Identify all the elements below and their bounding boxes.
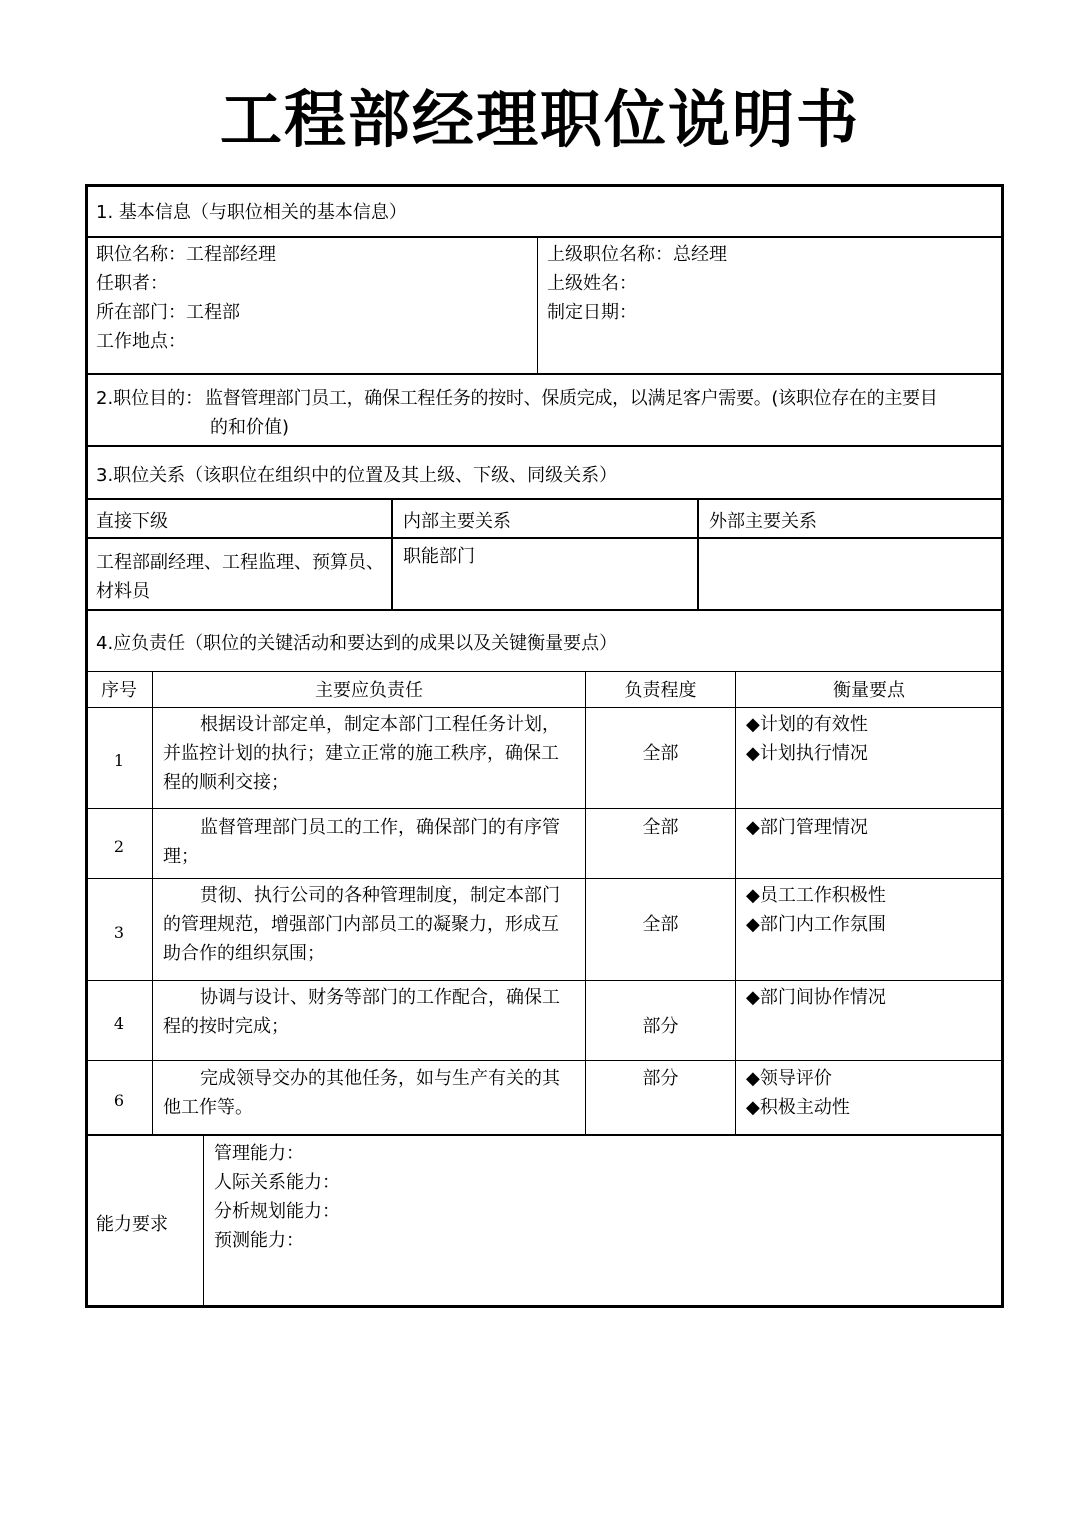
department-field: 所在部门：工程部	[96, 302, 240, 323]
measure-point: ◆积极主动性	[746, 1097, 850, 1118]
measure-point: ◆部门内工作氛围	[746, 914, 886, 935]
responsibility-text: 程的顺利交接；	[163, 772, 289, 793]
job-title-field: 职位名称：工程部经理	[96, 244, 276, 265]
date-field: 制定日期：	[547, 302, 637, 323]
degree-value: 部分	[642, 1016, 679, 1037]
subordinates-value-line2: 材料员	[96, 581, 150, 602]
subordinates-value-line1: 工程部副经理、工程监理、预算员、	[96, 552, 384, 573]
ability-requirements-label: 能力要求	[96, 1214, 168, 1235]
responsibility-text: 监督管理部门员工的工作，确保部门的有序管	[200, 817, 560, 838]
internal-relations-header: 内部主要关系	[403, 511, 511, 532]
degree-value: 部分	[642, 1068, 679, 1089]
col-header-no: 序号	[101, 680, 137, 701]
supervisor-name-field: 上级姓名：	[547, 273, 637, 294]
responsibility-text: 根据设计部定单，制定本部门工程任务计划，	[200, 714, 560, 735]
divider	[86, 1060, 1003, 1061]
responsibility-text: 完成领导交办的其他任务，如与生产有关的其	[200, 1068, 560, 1089]
col-header-measures: 衡量要点	[833, 680, 905, 701]
section-relationship-header: 3.职位关系（该职位在组织中的位置及其上级、下级、同级关系）	[96, 465, 618, 486]
work-location-field: 工作地点：	[96, 331, 186, 352]
divider	[86, 537, 1003, 539]
responsibility-text: 程的按时完成；	[163, 1016, 289, 1037]
purpose-text-line2: 的和价值)	[210, 417, 290, 438]
external-relations-header: 外部主要关系	[709, 511, 817, 532]
degree-value: 全部	[642, 914, 679, 935]
row-no: 1	[113, 751, 125, 770]
responsibility-text: 并监控计划的执行；建立正常的施工秩序，确保工	[163, 743, 559, 764]
page-title: 工程部经理职位说明书	[219, 83, 860, 156]
divider	[537, 237, 538, 374]
responsibility-text: 的管理规范，增强部门内部员工的凝聚力，形成互	[163, 914, 559, 935]
purpose-text-line1: 监督管理部门员工，确保工程任务的按时、保质完成，以满足客户需要。(该职位存在的主要目	[205, 388, 938, 409]
measure-point: ◆领导评价	[746, 1068, 832, 1089]
responsibility-text: 贯彻、执行公司的各种管理制度，制定本部门	[200, 885, 560, 906]
col-header-degree: 负责程度	[624, 680, 697, 701]
divider	[86, 878, 1003, 879]
ability-item: 分析规划能力：	[214, 1201, 340, 1222]
divider	[86, 609, 1003, 611]
row-no: 6	[113, 1091, 125, 1110]
section-basic-info-header: 1. 基本信息（与职位相关的基本信息）	[96, 202, 407, 223]
divider	[86, 236, 1003, 238]
degree-value: 全部	[642, 743, 679, 764]
measure-point: ◆部门间协作情况	[746, 987, 886, 1008]
divider	[203, 1136, 204, 1306]
divider	[86, 373, 1003, 375]
measure-point: ◆计划的有效性	[746, 714, 868, 735]
internal-relations-value: 职能部门	[403, 546, 475, 567]
ability-item: 预测能力：	[214, 1230, 304, 1251]
divider	[86, 980, 1003, 981]
measure-point: ◆员工工作积极性	[746, 885, 886, 906]
measure-point: ◆计划执行情况	[746, 743, 868, 764]
divider	[152, 672, 153, 1134]
divider	[86, 1134, 1003, 1136]
divider	[86, 707, 1003, 708]
row-no: 3	[113, 923, 125, 942]
section-responsibility-header: 4.应负责任（职位的关键活动和要达到的成果以及关键衡量要点）	[96, 633, 618, 654]
divider	[86, 445, 1003, 447]
incumbent-field: 任职者：	[96, 273, 168, 294]
divider	[86, 808, 1003, 809]
ability-item: 管理能力：	[214, 1143, 304, 1164]
row-no: 4	[113, 1014, 125, 1033]
responsibility-text: 助合作的组织氛围；	[163, 943, 325, 964]
row-no: 2	[113, 837, 125, 856]
divider	[697, 499, 699, 610]
divider	[86, 498, 1003, 500]
subordinates-header: 直接下级	[96, 511, 168, 532]
ability-item: 人际关系能力：	[214, 1172, 340, 1193]
col-header-responsibility: 主要应负责任	[315, 680, 423, 701]
measure-point: ◆部门管理情况	[746, 817, 868, 838]
supervisor-title-field: 上级职位名称：总经理	[547, 244, 727, 265]
responsibility-text: 协调与设计、财务等部门的工作配合，确保工	[200, 987, 560, 1008]
divider	[86, 671, 1003, 672]
purpose-label: 2.职位目的：	[96, 388, 204, 409]
divider	[391, 499, 393, 610]
responsibility-text: 理；	[163, 846, 199, 867]
responsibility-text: 他工作等。	[163, 1097, 253, 1118]
degree-value: 全部	[642, 817, 679, 838]
divider	[735, 672, 736, 1134]
